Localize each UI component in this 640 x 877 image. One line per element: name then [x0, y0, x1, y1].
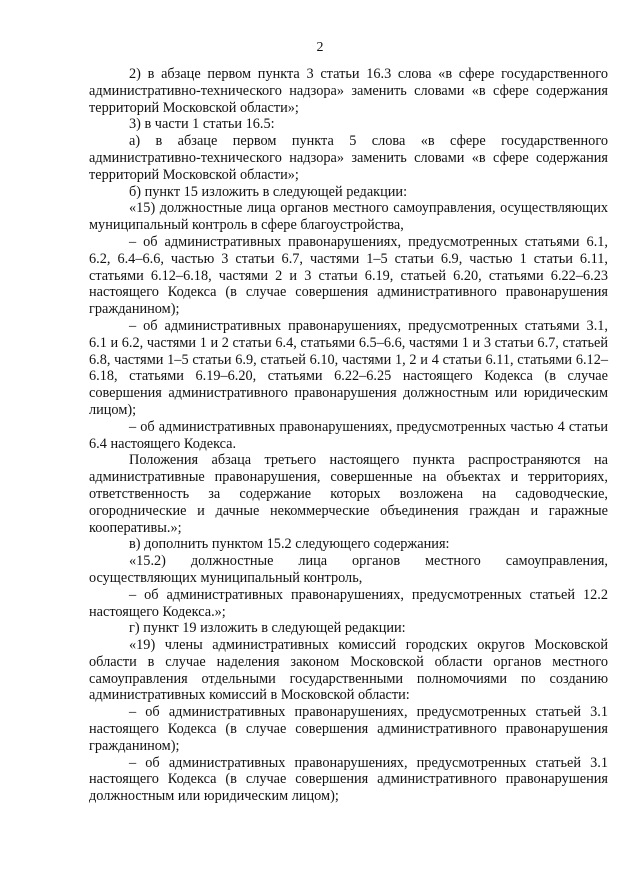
page-number: 2	[316, 40, 324, 55]
paragraph: а) в абзаце первом пункта 5 слова «в сфере государственного административно-технического надзора» заменить словами «в сфере содержания территорий Московской области»;	[89, 133, 608, 183]
document-body	[89, 66, 608, 805]
paragraph: г) пункт 19 изложить в следующей редакции:	[129, 620, 406, 637]
paragraph: б) пункт 15 изложить в следующей редакции:	[129, 183, 408, 200]
paragraph: 3) в части 1 статьи 16.5:	[129, 116, 275, 133]
paragraph: 2) в абзаце первом пункта 3 статьи 16.3 слова «в сфере государственного административно-технического надзора» заменить словами «в сфере содержания территорий Московской области»;	[89, 66, 608, 116]
paragraph: – об административных правонарушениях, предусмотренных статьей 3.1 настоящего Кодекса (в случае совершения административного правонарушения должностным или юридическим лицом);	[89, 754, 608, 805]
paragraph: – об административных правонарушениях, предусмотренных статьями 6.1, 6.2, 6.4–6.6, частью 3 статьи 6.7, частями 1–5 статьи 6.9, частью 1 статьи 6.11, статьями 6.12–6.18, частями 2 и 3 статьи 6.19, статьей 6.20, статьями 6.22–6.23 настоящего Кодекса (в случае совершения административного правонарушения гражданином);	[89, 233, 608, 318]
paragraph: – об административных правонарушениях, предусмотренных статьей 12.2 настоящего Кодекса.»;	[89, 586, 608, 620]
paragraph: в) дополнить пунктом 15.2 следующего содержания:	[129, 536, 450, 553]
paragraph: – об административных правонарушениях, предусмотренных статьями 3.1, 6.1 и 6.2, частями 1 и 2 статьи 6.4, статьями 6.5–6.6, частями 1 и 3 статьи 6.7, статьей 6.8, частями 1–5 статьи 6.9, статьей 6.10, частями 1, 2 и 4 статьи 6.11, статьями 6.12–6.18, статьями 6.19–6.20, статьями 6.22–6.25 настоящего Кодекса (в случае совершения административного правонарушения должностным или юридическим лицом);	[89, 317, 608, 418]
paragraph: «15) должностные лица органов местного самоуправления, осуществляющих муниципальный контроль в сфере благоустройства,	[89, 200, 608, 234]
paragraph: – об административных правонарушениях, предусмотренных статьей 3.1 настоящего Кодекса (в случае совершения административного правонарушения гражданином);	[89, 704, 608, 754]
paragraph: Положения абзаца третьего настоящего пункта распространяются на административные правонарушения, совершенные на объектах и территориях, ответственность за содержание которых возложена на садоводческие, огороднические и дачные некоммерческие объединения граждан и гаражные кооперативы.»;	[89, 452, 608, 536]
paragraph: «19) члены административных комиссий городских округов Московской области в случае наделения законом Московской области органов местного самоуправления отдельными государственными полномочиями по созданию административных комиссий в Московской области:	[89, 637, 608, 704]
paragraph: – об административных правонарушениях, предусмотренных частью 4 статьи 6.4 настоящего Кодекса.	[89, 418, 608, 452]
paragraph: «15.2) должностные лица органов местного самоуправления, осуществляющих муниципальный контроль,	[89, 553, 608, 586]
